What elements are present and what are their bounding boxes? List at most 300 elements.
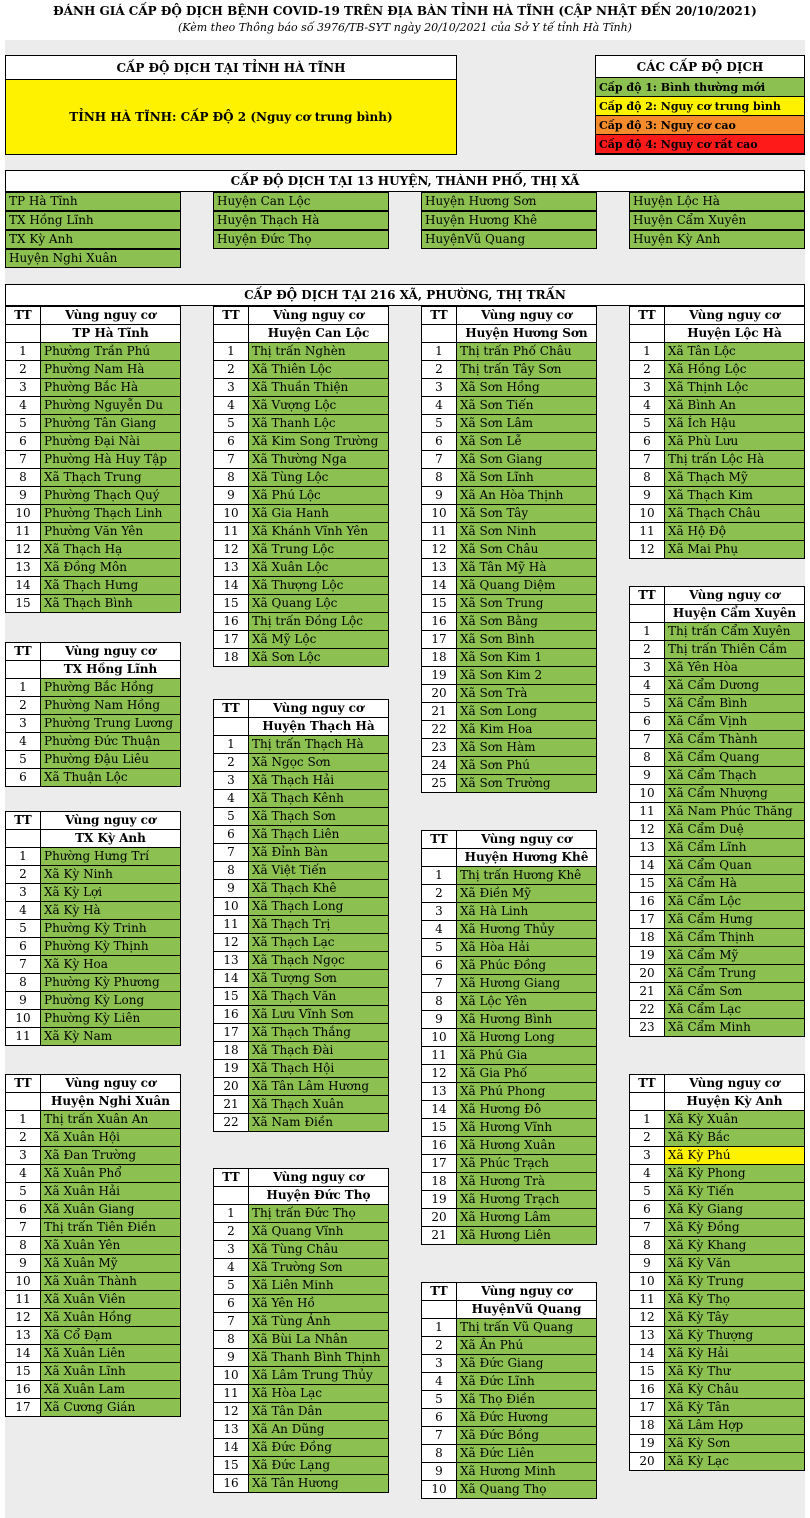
commune-cell: Xã Thạch Bình	[40, 594, 181, 613]
row-number: 24	[421, 756, 457, 775]
commune-cell: Xã Sơn Bằng	[456, 612, 597, 631]
row-number: 22	[629, 1000, 665, 1019]
tt-spacer	[5, 829, 41, 848]
commune-cell: Xã Trường Sơn	[248, 1258, 389, 1277]
row-number: 5	[5, 1182, 41, 1201]
commune-cell: Xã Xuân Lĩnh	[40, 1362, 181, 1381]
row-number: 3	[5, 1146, 41, 1165]
commune-cell: Xã Nam Điền	[248, 1113, 389, 1132]
row-number: 20	[421, 1208, 457, 1227]
row-number: 1	[421, 866, 457, 885]
legend-header: CÁC CẤP ĐỘ DỊCH	[596, 56, 804, 78]
row-number: 9	[213, 486, 249, 505]
commune-cell: Xã Lưu Vĩnh Sơn	[248, 1005, 389, 1024]
commune-cell: Xã Cẩm Hà	[664, 874, 805, 893]
col-tt-header: TT	[5, 811, 41, 830]
commune-cell: Xã Sơn Trà	[456, 684, 597, 703]
commune-cell: Xã Xuân Lam	[40, 1380, 181, 1399]
commune-cell: Phường Kỳ Long	[40, 991, 181, 1010]
row-number: 13	[421, 558, 457, 577]
tt-spacer	[213, 1186, 249, 1205]
commune-cell: Xã Sơn Trường	[456, 774, 597, 793]
row-number: 4	[629, 396, 665, 415]
row-number: 7	[629, 730, 665, 749]
commune-cell: Xã Sơn Lâm	[456, 414, 597, 433]
col-area-header: Vùng nguy cơ	[664, 1074, 805, 1093]
row-number: 9	[629, 1254, 665, 1273]
commune-cell: Xã Bình An	[664, 396, 805, 415]
commune-cell: Xã Lâm Hợp	[664, 1416, 805, 1435]
commune-cell: Xã Hòa Lạc	[248, 1384, 389, 1403]
row-number: 12	[629, 1308, 665, 1327]
row-number: 14	[213, 576, 249, 595]
row-number: 10	[5, 1272, 41, 1291]
row-number: 9	[421, 1462, 457, 1481]
col-tt-header: TT	[5, 642, 41, 661]
commune-cell: Xã Thạch Trị	[248, 915, 389, 934]
commune-cell: Xã Kỳ Thư	[664, 1362, 805, 1381]
commune-cell: Xã Cẩm Lĩnh	[664, 838, 805, 857]
district-cell: TX Hồng Lĩnh	[5, 211, 181, 230]
row-number: 23	[629, 1018, 665, 1037]
row-number: 7	[421, 1426, 457, 1445]
row-number: 4	[421, 1372, 457, 1391]
row-number: 6	[421, 956, 457, 975]
table-district-name: Huyện Cẩm Xuyên	[664, 604, 805, 623]
row-number: 7	[5, 1218, 41, 1237]
commune-cell: Xã Hộ Độ	[664, 522, 805, 541]
row-number: 7	[213, 1312, 249, 1331]
row-number: 6	[5, 768, 41, 787]
commune-cell: Phường Thạch Linh	[40, 504, 181, 523]
commune-cell: Thị trấn Thiên Cầm	[664, 640, 805, 659]
commune-cell: Xã Đức Đồng	[248, 1438, 389, 1457]
commune-cell: Xã Kỳ Thọ	[664, 1290, 805, 1309]
commune-cell: Xã Kim Hoa	[456, 720, 597, 739]
district-cell: Huyện Kỳ Anh	[629, 230, 805, 249]
tt-spacer	[5, 1092, 41, 1111]
row-number: 6	[629, 432, 665, 451]
district-cell: Huyện Lộc Hà	[629, 192, 805, 211]
row-number: 12	[213, 540, 249, 559]
commune-cell: Xã Thạch Mỹ	[664, 468, 805, 487]
col-tt-header: TT	[421, 830, 457, 849]
commune-cell: Xã Xuân Liên	[40, 1344, 181, 1363]
commune-cell: Xã Kỳ Phú	[664, 1146, 805, 1165]
commune-cell: Xã Phúc Trạch	[456, 1154, 597, 1173]
tt-spacer	[213, 324, 249, 343]
commune-cell: Xã Thạch Kim	[664, 486, 805, 505]
commune-cell: Xã Đức Bồng	[456, 1426, 597, 1445]
commune-cell: Xã Tân Lộc	[664, 342, 805, 361]
col-area-header: Vùng nguy cơ	[248, 306, 389, 325]
commune-cell: Xã Hương Thủy	[456, 920, 597, 939]
row-number: 3	[629, 1146, 665, 1165]
col-area-header: Vùng nguy cơ	[456, 830, 597, 849]
row-number: 10	[421, 504, 457, 523]
row-number: 3	[5, 714, 41, 733]
row-number: 12	[5, 1308, 41, 1327]
row-number: 7	[213, 843, 249, 862]
row-number: 20	[421, 684, 457, 703]
commune-cell: Xã Thọ Điền	[456, 1390, 597, 1409]
row-number: 2	[213, 360, 249, 379]
row-number: 9	[629, 766, 665, 785]
row-number: 23	[421, 738, 457, 757]
row-number: 15	[629, 874, 665, 893]
commune-cell: Phường Bắc Hà	[40, 378, 181, 397]
commune-cell: Phường Trần Phú	[40, 342, 181, 361]
commune-cell: Xã Đức Lĩnh	[456, 1372, 597, 1391]
commune-cell: Phường Đậu Liêu	[40, 750, 181, 769]
row-number: 7	[5, 450, 41, 469]
row-number: 10	[629, 784, 665, 803]
province-header: CẤP ĐỘ DỊCH TẠI TỈNH HÀ TĨNH	[6, 56, 456, 80]
commune-cell: Xã Sơn Ninh	[456, 522, 597, 541]
commune-cell: Xã Xuân Hội	[40, 1128, 181, 1147]
commune-cell: Xã Thạch Đài	[248, 1041, 389, 1060]
row-number: 15	[213, 594, 249, 613]
row-number: 21	[421, 702, 457, 721]
commune-cell: Xã Thuần Thiện	[248, 378, 389, 397]
commune-cell: Xã Hương Giang	[456, 974, 597, 993]
row-number: 8	[629, 1236, 665, 1255]
row-number: 16	[629, 892, 665, 911]
commune-cell: Phường Trung Lương	[40, 714, 181, 733]
col-tt-header: TT	[629, 1074, 665, 1093]
province-status: TỈNH HÀ TĨNH: CẤP ĐỘ 2 (Nguy cơ trung bình)	[6, 80, 456, 154]
district-cell: TP Hà Tĩnh	[5, 192, 181, 211]
commune-cell: Xã Liên Minh	[248, 1276, 389, 1295]
row-number: 5	[421, 414, 457, 433]
commune-cell: Xã Kỳ Hải	[664, 1344, 805, 1363]
row-number: 4	[5, 901, 41, 920]
commune-cell: Xã Cẩm Quan	[664, 856, 805, 875]
col-area-header: Vùng nguy cơ	[40, 642, 181, 661]
col-area-header: Vùng nguy cơ	[40, 1074, 181, 1093]
commune-cell: Xã Kỳ Sơn	[664, 1434, 805, 1453]
row-number: 1	[629, 342, 665, 361]
row-number: 21	[629, 982, 665, 1001]
row-number: 20	[213, 1077, 249, 1096]
commune-cell: Xã Thanh Lộc	[248, 414, 389, 433]
row-number: 3	[421, 1354, 457, 1373]
commune-cell: Xã Thạch Long	[248, 897, 389, 916]
commune-cell: Xã Kỳ Văn	[664, 1254, 805, 1273]
row-number: 4	[5, 732, 41, 751]
row-number: 5	[629, 694, 665, 713]
commune-cell: Phường Đức Thuận	[40, 732, 181, 751]
row-number: 9	[5, 1254, 41, 1273]
commune-cell: Xã Thường Nga	[248, 450, 389, 469]
row-number: 4	[629, 676, 665, 695]
row-number: 10	[629, 1272, 665, 1291]
commune-cell: Xã Ích Hậu	[664, 414, 805, 433]
row-number: 6	[629, 1200, 665, 1219]
commune-cell: Xã Kỳ Hà	[40, 901, 181, 920]
row-number: 2	[5, 696, 41, 715]
col-tt-header: TT	[421, 306, 457, 325]
commune-cell: Xã Xuân Lộc	[248, 558, 389, 577]
commune-cell: Xã Kỳ Châu	[664, 1380, 805, 1399]
page-subtitle: (Kèm theo Thông báo số 3976/TB-SYT ngày 20/10/2021 của Sở Y tế tỉnh Hà Tĩnh)	[178, 21, 632, 34]
row-number: 15	[629, 1362, 665, 1381]
row-number: 19	[629, 1434, 665, 1453]
commune-cell: Xã Hương Long	[456, 1028, 597, 1047]
commune-cell: Thị trấn Hương Khê	[456, 866, 597, 885]
tt-spacer	[213, 717, 249, 736]
table-district-name: Huyện Can Lộc	[248, 324, 389, 343]
row-number: 18	[629, 928, 665, 947]
row-number: 9	[629, 486, 665, 505]
row-number: 3	[213, 378, 249, 397]
row-number: 22	[421, 720, 457, 739]
row-number: 5	[213, 414, 249, 433]
row-number: 7	[421, 974, 457, 993]
row-number: 10	[5, 504, 41, 523]
commune-cell: Xã Hồng Lộc	[664, 360, 805, 379]
commune-cell: Xã Quang Lộc	[248, 594, 389, 613]
row-number: 1	[5, 847, 41, 866]
commune-cell: Xã Hương Bình	[456, 1010, 597, 1029]
row-number: 10	[213, 504, 249, 523]
col-tt-header: TT	[421, 1282, 457, 1301]
district-cell: Huyện Đức Thọ	[213, 230, 389, 249]
commune-cell: Thị trấn Phố Châu	[456, 342, 597, 361]
row-number: 11	[629, 1290, 665, 1309]
commune-cell: Xã Hương Lâm	[456, 1208, 597, 1227]
row-number: 13	[629, 838, 665, 857]
row-number: 1	[629, 1110, 665, 1129]
row-number: 20	[629, 964, 665, 983]
commune-cell: Xã Hương Đô	[456, 1100, 597, 1119]
district-cell: Huyện Hương Sơn	[421, 192, 597, 211]
commune-cell: Xã Sơn Hồng	[456, 378, 597, 397]
row-number: 5	[5, 414, 41, 433]
commune-cell: Xã Tùng Ảnh	[248, 1312, 389, 1331]
row-number: 19	[421, 666, 457, 685]
tt-spacer	[629, 604, 665, 623]
row-number: 17	[5, 1398, 41, 1417]
row-number: 10	[213, 897, 249, 916]
commune-cell: Xã Kỳ Ninh	[40, 865, 181, 884]
legend-items	[596, 78, 804, 154]
legend-item: Cấp độ 2: Nguy cơ trung bình	[596, 97, 804, 116]
commune-cell: Phường Thạch Quý	[40, 486, 181, 505]
commune-cell: Xã Xuân Hồng	[40, 1308, 181, 1327]
table-district-name: TX Kỳ Anh	[40, 829, 181, 848]
row-number: 17	[213, 1023, 249, 1042]
commune-cell: Xã Phú Gia	[456, 1046, 597, 1065]
row-number: 2	[629, 1128, 665, 1147]
commune-cell: Thị trấn Tây Sơn	[456, 360, 597, 379]
commune-cell: Xã Cẩm Lạc	[664, 1000, 805, 1019]
commune-cell: Xã Nam Phúc Thăng	[664, 802, 805, 821]
row-number: 6	[5, 432, 41, 451]
row-number: 13	[5, 558, 41, 577]
commune-cell: Xã Kỳ Phong	[664, 1164, 805, 1183]
commune-cell: Xã Thạch Châu	[664, 504, 805, 523]
col-area-header: Vùng nguy cơ	[456, 1282, 597, 1301]
commune-cell: Xã Cẩm Hưng	[664, 910, 805, 929]
row-number: 5	[629, 414, 665, 433]
commune-cell: Xã Cương Gián	[40, 1398, 181, 1417]
commune-cell: Xã An Dũng	[248, 1420, 389, 1439]
row-number: 12	[213, 1402, 249, 1421]
row-number: 14	[213, 1438, 249, 1457]
row-number: 16	[213, 1005, 249, 1024]
commune-cell: Xã Sơn Kim 2	[456, 666, 597, 685]
row-number: 2	[5, 865, 41, 884]
commune-cell: Phường Kỳ Phương	[40, 973, 181, 992]
commune-cell: Xã Điền Mỹ	[456, 884, 597, 903]
commune-cell: Xã Khánh Vĩnh Yên	[248, 522, 389, 541]
row-number: 16	[629, 1380, 665, 1399]
commune-cell: Xã Cẩm Duệ	[664, 820, 805, 839]
row-number: 9	[421, 1010, 457, 1029]
commune-cell: Xã Cẩm Trung	[664, 964, 805, 983]
legend-box	[595, 55, 805, 155]
commune-cell: Thị trấn Lộc Hà	[664, 450, 805, 469]
commune-cell: Xã Cẩm Thành	[664, 730, 805, 749]
row-number: 13	[213, 558, 249, 577]
row-number: 15	[5, 1362, 41, 1381]
row-number: 18	[421, 1172, 457, 1191]
commune-cell: Xã Thạch Ngọc	[248, 951, 389, 970]
commune-cell: Xã Thạch Hưng	[40, 576, 181, 595]
commune-cell: Xã Tùng Châu	[248, 1240, 389, 1259]
row-number: 2	[421, 360, 457, 379]
row-number: 10	[421, 1480, 457, 1499]
commune-cell: Xã Thạch Lạc	[248, 933, 389, 952]
page-title: ĐÁNH GIÁ CẤP ĐỘ DỊCH BỆNH COVID-19 TRÊN ĐỊA BÀN TỈNH HÀ TĨNH (CẬP NHẬT ĐẾN 20/10/2021)	[53, 4, 757, 18]
commune-cell: Xã Hương Xuân	[456, 1136, 597, 1155]
district-cell: Huyện Can Lộc	[213, 192, 389, 211]
district-cell: Huyện Hương Khê	[421, 211, 597, 230]
row-number: 4	[629, 1164, 665, 1183]
commune-cell: Xã Kỳ Tây	[664, 1308, 805, 1327]
row-number: 14	[5, 576, 41, 595]
row-number: 8	[629, 748, 665, 767]
commune-cell: Xã Cẩm Bình	[664, 694, 805, 713]
row-number: 3	[629, 658, 665, 677]
commune-cell: Xã Sơn Giang	[456, 450, 597, 469]
commune-cell: Xã Hòa Hải	[456, 938, 597, 957]
row-number: 7	[421, 450, 457, 469]
row-number: 5	[213, 1276, 249, 1295]
commune-cell: Xã Cẩm Dương	[664, 676, 805, 695]
tt-spacer	[421, 324, 457, 343]
row-number: 4	[213, 789, 249, 808]
commune-cell: Xã Thạch Liên	[248, 825, 389, 844]
commune-cell: Xã Kim Song Trường	[248, 432, 389, 451]
commune-cell: Xã Đan Trường	[40, 1146, 181, 1165]
district-cell: HuyệnVũ Quang	[421, 230, 597, 249]
commune-cell: Xã Ngọc Sơn	[248, 753, 389, 772]
row-number: 13	[213, 1420, 249, 1439]
commune-cell: Xã Cẩm Thạch	[664, 766, 805, 785]
row-number: 7	[5, 955, 41, 974]
row-number: 21	[421, 1226, 457, 1245]
row-number: 11	[629, 522, 665, 541]
commune-cell: Xã Quang Vĩnh	[248, 1222, 389, 1241]
row-number: 15	[213, 987, 249, 1006]
row-number: 18	[213, 1041, 249, 1060]
row-number: 3	[5, 378, 41, 397]
commune-cell: Xã Cẩm Lộc	[664, 892, 805, 911]
table-district-name: TX Hồng Lĩnh	[40, 660, 181, 679]
row-number: 1	[421, 1318, 457, 1337]
commune-cell: Xã Xuân Yên	[40, 1236, 181, 1255]
tt-spacer	[421, 848, 457, 867]
col-area-header: Vùng nguy cơ	[40, 306, 181, 325]
commune-cell: Xã Cẩm Vịnh	[664, 712, 805, 731]
row-number: 9	[213, 1348, 249, 1367]
row-number: 2	[629, 640, 665, 659]
commune-cell: Xã Thạch Hạ	[40, 540, 181, 559]
row-number: 8	[421, 468, 457, 487]
commune-cell: Xã Mỹ Lộc	[248, 630, 389, 649]
row-number: 16	[5, 1380, 41, 1399]
tt-spacer	[421, 1300, 457, 1319]
row-number: 5	[213, 807, 249, 826]
row-number: 3	[629, 378, 665, 397]
tt-spacer	[5, 324, 41, 343]
commune-cell: Xã Thạch Kênh	[248, 789, 389, 808]
commune-cell: Xã Cẩm Nhượng	[664, 784, 805, 803]
row-number: 14	[629, 1344, 665, 1363]
table-district-name: HuyệnVũ Quang	[456, 1300, 597, 1319]
commune-cell: Xã Kỳ Tiến	[664, 1182, 805, 1201]
col-tt-header: TT	[629, 586, 665, 605]
row-number: 11	[421, 522, 457, 541]
commune-cell: Xã Cẩm Thịnh	[664, 928, 805, 947]
row-number: 13	[421, 1082, 457, 1101]
commune-cell: Xã Sơn Lĩnh	[456, 468, 597, 487]
row-number: 8	[421, 992, 457, 1011]
row-number: 10	[629, 504, 665, 523]
commune-cell: Xã Sơn Trung	[456, 594, 597, 613]
row-number: 13	[5, 1326, 41, 1345]
row-number: 6	[629, 712, 665, 731]
commune-cell: Xã Ân Phú	[456, 1336, 597, 1355]
commune-cell: Thị trấn Tiên Điền	[40, 1218, 181, 1237]
commune-cell: Xã Thượng Lộc	[248, 576, 389, 595]
commune-cell: Phường Nam Hồng	[40, 696, 181, 715]
col-tt-header: TT	[629, 306, 665, 325]
row-number: 14	[5, 1344, 41, 1363]
commune-cell: Xã Quang Thọ	[456, 1480, 597, 1499]
row-number: 6	[421, 432, 457, 451]
row-number: 10	[421, 1028, 457, 1047]
row-number: 1	[213, 342, 249, 361]
row-number: 6	[5, 1200, 41, 1219]
row-number: 6	[213, 825, 249, 844]
commune-cell: Xã Gia Phố	[456, 1064, 597, 1083]
row-number: 16	[213, 1474, 249, 1493]
row-number: 8	[629, 468, 665, 487]
row-number: 15	[5, 594, 41, 613]
row-number: 10	[5, 1009, 41, 1028]
commune-cell: Xã Thanh Bình Thịnh	[248, 1348, 389, 1367]
row-number: 1	[421, 342, 457, 361]
commune-cell: Thị trấn Nghèn	[248, 342, 389, 361]
commune-cell: Thị trấn Đức Thọ	[248, 1204, 389, 1223]
commune-cell: Xã Thạch Thắng	[248, 1023, 389, 1042]
commune-cell: Xã Trung Lộc	[248, 540, 389, 559]
row-number: 7	[213, 450, 249, 469]
col-area-header: Vùng nguy cơ	[40, 811, 181, 830]
